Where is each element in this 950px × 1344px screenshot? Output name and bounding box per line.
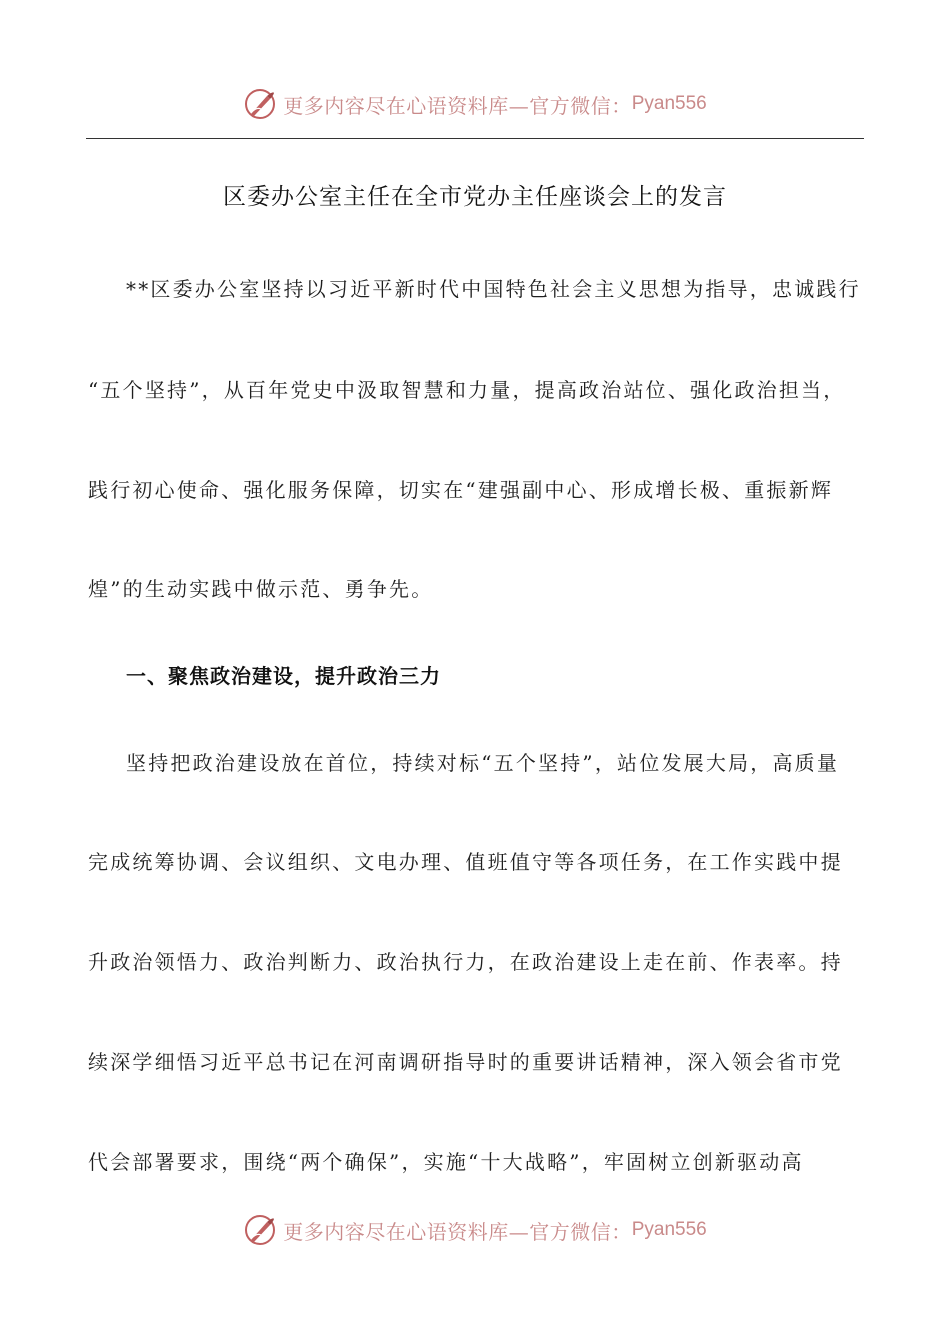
para1-line-1: **区委办公室坚持以习近平新时代中国特色社会主义思想为指导，忠诚践行 [126, 277, 861, 301]
para2-line-4: 续深学细悟习近平总书记在河南调研指导时的重要讲话精神，深入领会省市党 [88, 1050, 843, 1074]
para1-line-4: 煌”的生动实践中做示范、勇争先。 [88, 577, 434, 601]
banner-text: 更多内容尽在心语资料库—官方微信： [283, 93, 632, 118]
para2-line-3: 升政治领悟力、政治判断力、政治执行力，在政治建设上走在前、作表率。持 [88, 950, 843, 974]
banner-wechat-id: Pyan556 [631, 1219, 707, 1240]
section-heading-1: 一、聚焦政治建设，提升政治三力 [126, 664, 441, 688]
header-banner [0, 84, 950, 124]
header-rule [86, 138, 864, 139]
quill-logo-icon [243, 87, 277, 121]
quill-logo-icon [243, 1213, 277, 1247]
para2-line-2: 完成统筹协调、会议组织、文电办理、值班值守等各项任务，在工作实践中提 [88, 850, 843, 874]
para1-line-2: “五个坚持”，从百年党史中汲取智慧和力量，提高政治站位、强化政治担当， [88, 378, 846, 402]
para1-line-3: 践行初心使命、强化服务保障，切实在“建强副中心、形成增长极、重振新辉 [88, 478, 834, 502]
para2-line-5: 代会部署要求，围绕“两个确保”，实施“十大战略”，牢固树立创新驱动高 [88, 1150, 804, 1174]
banner-wechat-id: Pyan556 [631, 93, 707, 114]
para2-line-1: 坚持把政治建设放在首位，持续对标“五个坚持”，站位发展大局，高质量 [126, 751, 840, 775]
document-title: 区委办公室主任在全市党办主任座谈会上的发言 [223, 184, 727, 210]
banner-text: 更多内容尽在心语资料库—官方微信： [283, 1219, 632, 1244]
footer-banner [0, 1210, 950, 1250]
